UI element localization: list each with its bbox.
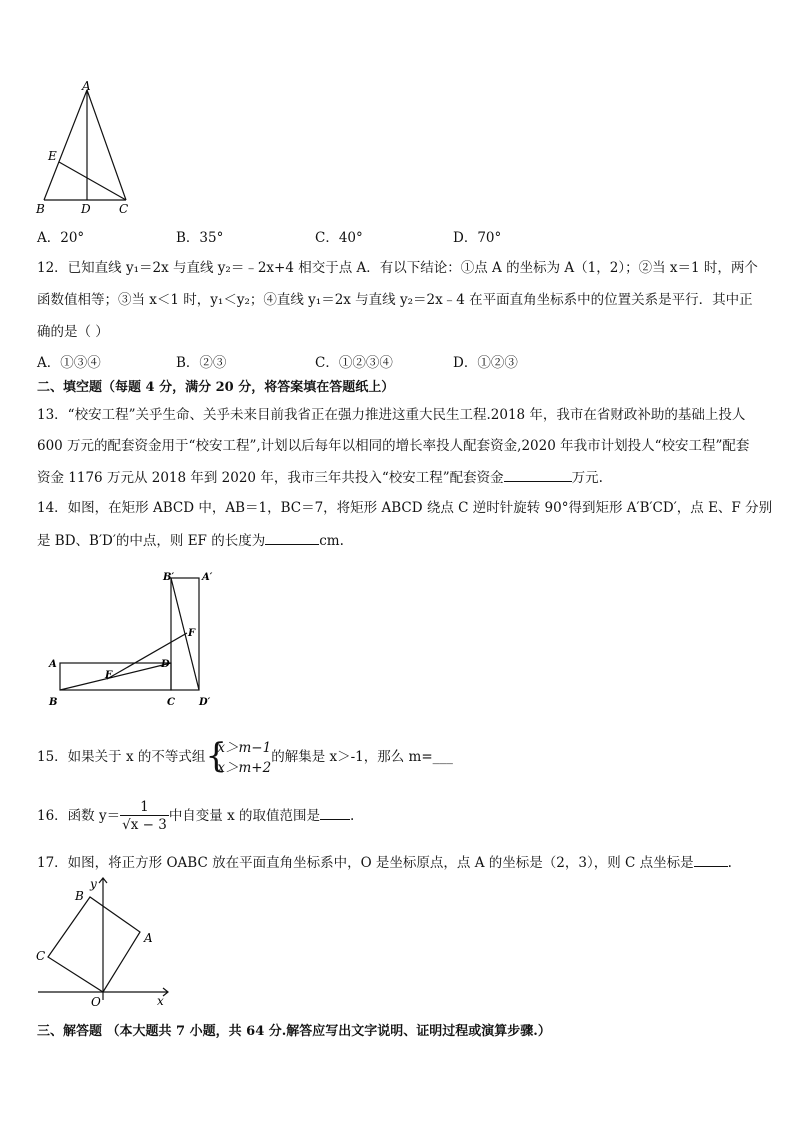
brace-icon: { xyxy=(205,735,228,776)
label-F: F xyxy=(188,628,196,639)
q17-end: . xyxy=(727,855,732,871)
label-C: C xyxy=(119,202,129,216)
fraction xyxy=(120,799,169,834)
q14-answer-blank[interactable] xyxy=(265,530,319,545)
q12-option-b: B．②③ xyxy=(176,355,227,371)
q15-prefix: 15．如果关于 x 的不等式组 xyxy=(37,749,206,765)
section-3-heading: 三、解答题 （本大题共 7 小题，共 64 分.解答应写出文字说明、证明过程或演算步骤.） xyxy=(37,1024,551,1039)
label-E: E xyxy=(48,149,57,163)
q17-line xyxy=(37,852,732,873)
label-E: E xyxy=(105,670,113,681)
q17-square-figure xyxy=(30,872,180,1010)
q13-line-3 xyxy=(37,467,603,488)
q15-suffix: 的解集是 x＞-1，那么 m= xyxy=(271,749,433,765)
q13-line-3-text: 资金 1176 万元从 2018 年到 2020 年，我市三年共投入“校安工程”配套资金 xyxy=(37,470,504,486)
label-D-prime: D′ xyxy=(199,697,211,708)
inequality-1: x＞m−1 xyxy=(217,739,272,756)
numerator: 1 xyxy=(120,799,169,816)
q12-option-c: C．①②③④ xyxy=(315,355,393,371)
q16-end: . xyxy=(350,808,355,824)
denominator: √x − 3 xyxy=(122,817,167,833)
label-B: B xyxy=(49,697,58,708)
q13-answer-blank[interactable] xyxy=(504,467,572,482)
q16-answer-blank[interactable] xyxy=(320,805,350,820)
q15-answer-blank[interactable]: ___ xyxy=(432,749,453,765)
label-A-prime: A′ xyxy=(202,572,213,583)
label-x: x xyxy=(157,994,164,1008)
label-y: y xyxy=(90,877,97,891)
label-B: B xyxy=(36,202,45,216)
q13-unit: 万元. xyxy=(571,470,603,486)
label-A: A xyxy=(49,659,57,670)
label-B: B xyxy=(75,889,84,903)
q13-line-1: 13．“校安工程”关乎生命、关乎未来目前我省正在强力推进这重大民生工程.2018 年，我市在省财政补助的基础上投人 xyxy=(37,407,746,423)
q11-option-b: B．35° xyxy=(176,230,224,246)
q12-line-1: 12．已知直线 y₁＝2x 与直线 y₂＝﹣2x+4 相交于点 A．有以下结论：①点 A 的坐标为 A（1，2）；②当 x＝1 时，两个 xyxy=(37,260,758,276)
label-A: A xyxy=(144,931,153,945)
q12-option-a: A．①③④ xyxy=(37,355,101,371)
q15-line xyxy=(37,735,453,779)
q16-prefix: 16．函数 y＝ xyxy=(37,808,121,824)
q12-line-2: 函数值相等；③当 x＜1 时，y₁＜y₂；④直线 y₁＝2x 与直线 y₂＝2x﹣4 在平面直角坐标系中的位置关系是平行．其中正 xyxy=(37,292,753,308)
q11-option-d: D．70° xyxy=(453,230,502,246)
q14-line-2-text: 是 BD、B′D′的中点，则 EF 的长度为 xyxy=(37,533,266,549)
label-D: D xyxy=(161,659,170,670)
inequality-2: x＞m+2 xyxy=(217,759,272,776)
label-B-prime: B′ xyxy=(163,572,175,583)
q17-answer-blank[interactable] xyxy=(694,852,728,867)
q11-triangle-figure xyxy=(30,78,140,218)
inequality-system xyxy=(205,735,272,778)
label-C: C xyxy=(167,697,175,708)
q11-option-a: A．20° xyxy=(37,230,85,246)
q14-line-1: 14．如图，在矩形 ABCD 中，AB＝1，BC＝7，将矩形 ABCD 绕点 C 逆时针旋转 90°得到矩形 A′B′CD′，点 E、F 分别 xyxy=(37,500,773,516)
q14-line-2 xyxy=(37,530,344,551)
q14-unit: cm. xyxy=(319,533,344,549)
q14-rectangle-figure xyxy=(45,568,235,713)
q13-line-2: 600 万元的配套资金用于“校安工程”,计划以后每年以相同的增长率投人配套资金,2020 年我市计划投人“校安工程”配套 xyxy=(37,438,750,454)
label-O: O xyxy=(91,995,101,1009)
q12-option-d: D．①②③ xyxy=(453,355,518,371)
q16-line xyxy=(37,796,354,836)
section-2-heading: 二、填空题（每题 4 分，满分 20 分，将答案填在答题纸上） xyxy=(37,380,395,395)
label-A: A xyxy=(82,79,91,93)
label-C: C xyxy=(36,949,46,963)
q11-option-c: C．40° xyxy=(315,230,363,246)
q16-suffix: 中自变量 x 的取值范围是 xyxy=(168,808,321,824)
q17-text: 17．如图，将正方形 OABC 放在平面直角坐标系中，O 是坐标原点，点 A 的坐标是（2，3），则 C 点坐标是 xyxy=(37,855,694,871)
q12-line-3: 确的是（ ） xyxy=(37,324,109,340)
label-D: D xyxy=(81,202,91,216)
